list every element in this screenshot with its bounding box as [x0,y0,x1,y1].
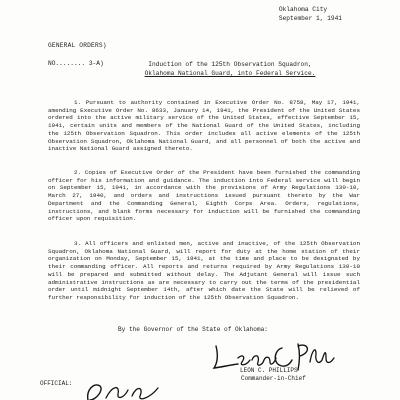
paragraph-3: 3. All officers and enlisted men, active and inactive, of the 125th Observation Squadron, Oklahoma National Guard, will report for duty at the home station of their organization on Monday, September 15, 1941, at the time and place to be designated by their commanding officer. All reports and returns required by Army Regulations 130-10 will be prepared and submitted without delay. The Adjutant General will issue such administrative instructions as are necessary to carry out the terms of the presidential order until midnight September 14th, after which date the State will be relieved of further responsibility for induction of the 125th Observation Squadron. [48,240,360,301]
order-number: NO........ 3-A) [48,60,104,67]
dateline [279,5,342,23]
official-label: OFFICIAL: [40,380,73,387]
governor-name: LEON C. PHILLIPS [240,367,298,374]
governor-name-block [240,367,306,383]
document-title [110,60,350,78]
title-line-1: Induction of the 125th Observation Squadron, [148,61,312,68]
place-text: Oklahoma City [278,6,328,13]
official-signature [60,378,170,400]
general-orders-label: GENERAL ORDERS) [48,42,107,49]
governor-title: Commander-in-Chief [241,375,306,382]
date-text: September 1, 1941 [278,15,342,22]
title-line-2: Oklahoma National Guard, into Federal Service. [144,70,316,77]
paragraph-1: 1. Pursuant to authority contained in Executive Order No. 8758, May 17, 1941, amending Executive Order No. 8633, January 14, 1941, the President of the United States ordered into the active military service of the United States, effective September 15, 1941, certain units and members of the National Guard of the United States, including the 125th Observation Squadron. This order includes all active elements of the 125th Observation Squadron, Oklahoma National Guard, and all personnel of both the active and inactive National Guard assigned thereto. [48,99,360,153]
by-governor-line: By the Governor of the State of Oklahoma: [118,326,268,333]
paragraph-2: 2. Copies of Executive Order of the President have been furnished the commanding officer for his information and guidance. The induction into Federal service will begin on September 15, 1941, in accordance with the provisions of Army Regulations 130-10, March 27, 1940, and orders and instructions issued pursuant thereto by the War Department and the Commanding General, Eighth Corps Area. Orders, regulations, instructions, and blank forms necessary for induction will be furnished the commanding officer upon requisition. [48,169,360,223]
